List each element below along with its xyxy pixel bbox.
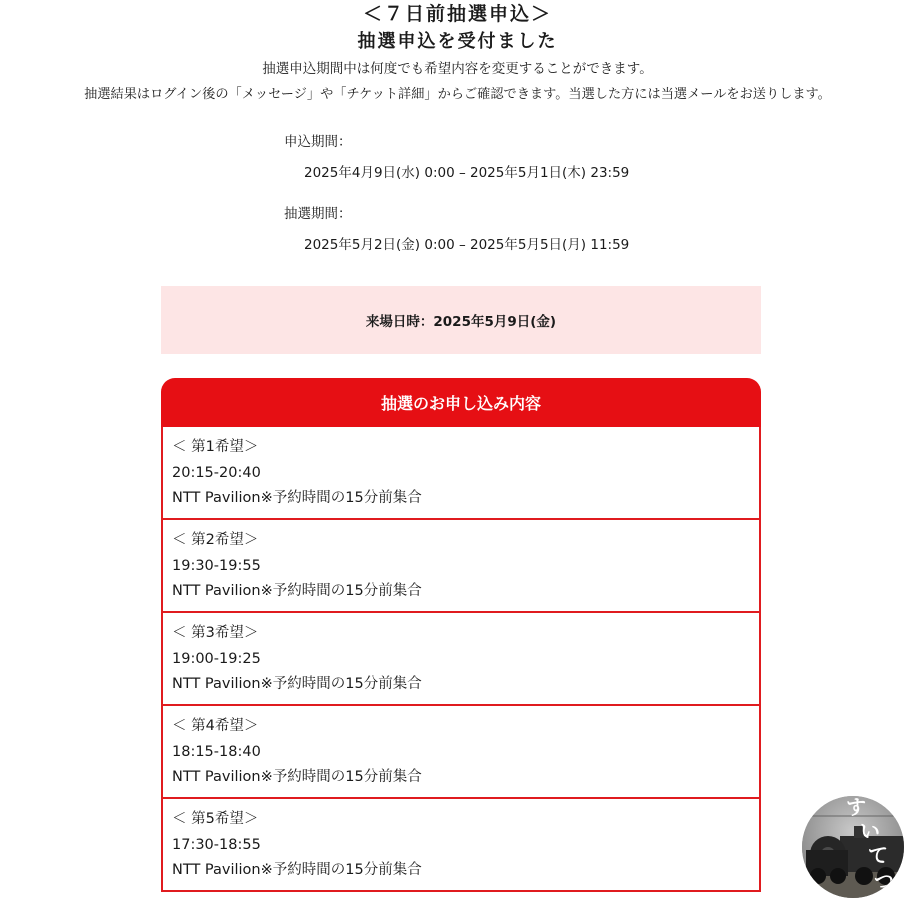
wish-rank: ＜ 第5希望＞ (172, 811, 259, 827)
wish-time: 19:30-19:55 (172, 557, 261, 574)
page-title: ＜７日前抽選申込＞ (362, 3, 552, 25)
wish-rank: ＜ 第2希望＞ (172, 532, 259, 548)
wish-rank: ＜ 第4希望＞ (172, 718, 259, 734)
apply-period (284, 132, 629, 183)
wish-time: 17:30-18:55 (172, 836, 261, 853)
wish-item-1 (163, 427, 759, 520)
train-photo-icon (802, 796, 904, 898)
apply-period-value: 2025年4月9日(水) 0:00 – 2025年5月1日(木) 23:59 (304, 165, 630, 181)
wish-pavilion: NTT Pavilion※予約時間の15分前集合 (172, 583, 422, 599)
wish-card (161, 378, 761, 892)
wish-list (161, 427, 761, 892)
lottery-period-value: 2025年5月2日(金) 0:00 – 2025年5月5日(月) 11:59 (304, 237, 630, 253)
visit-datetime-box (161, 286, 761, 354)
wish-time: 20:15-20:40 (172, 464, 261, 481)
wish-rank: ＜ 第1希望＞ (172, 439, 259, 455)
apply-period-label: 申込期間： (284, 134, 352, 150)
svg-text:つ: つ (874, 869, 894, 893)
wish-pavilion: NTT Pavilion※予約時間の15分前集合 (172, 862, 422, 878)
accepted-heading: 抽選申込を受付ました (357, 31, 558, 52)
wish-pavilion: NTT Pavilion※予約時間の15分前集合 (172, 490, 422, 506)
wish-item-3 (163, 613, 759, 706)
info-text-change: 抽選申込期間中は何度でも希望内容を変更することができます。 (262, 61, 653, 77)
wish-time: 19:00-19:25 (172, 650, 261, 667)
lottery-period-label: 抽選期間： (284, 206, 352, 222)
wish-pavilion: NTT Pavilion※予約時間の15分前集合 (172, 769, 422, 785)
wish-item-5 (163, 799, 759, 892)
wish-item-2 (163, 520, 759, 613)
wish-pavilion: NTT Pavilion※予約時間の15分前集合 (172, 676, 422, 692)
svg-text:い: い (860, 819, 880, 843)
wish-rank: ＜ 第3希望＞ (172, 625, 259, 641)
wish-card-header: 抽選のお申し込み内容 (161, 378, 761, 427)
visit-datetime: 来場日時：2025年5月9日(金) (365, 314, 557, 330)
watermark-logo (802, 796, 904, 898)
wish-time: 18:15-18:40 (172, 743, 261, 760)
lottery-period (284, 204, 629, 255)
wish-item-4 (163, 706, 759, 799)
info-text-result: 抽選結果はログイン後の「メッセージ」や「チケット詳細」からご確認できます。当選した方には当選メールをお送りします。 (84, 87, 831, 102)
svg-text:て: て (868, 843, 888, 867)
svg-text:す: す (846, 796, 866, 819)
